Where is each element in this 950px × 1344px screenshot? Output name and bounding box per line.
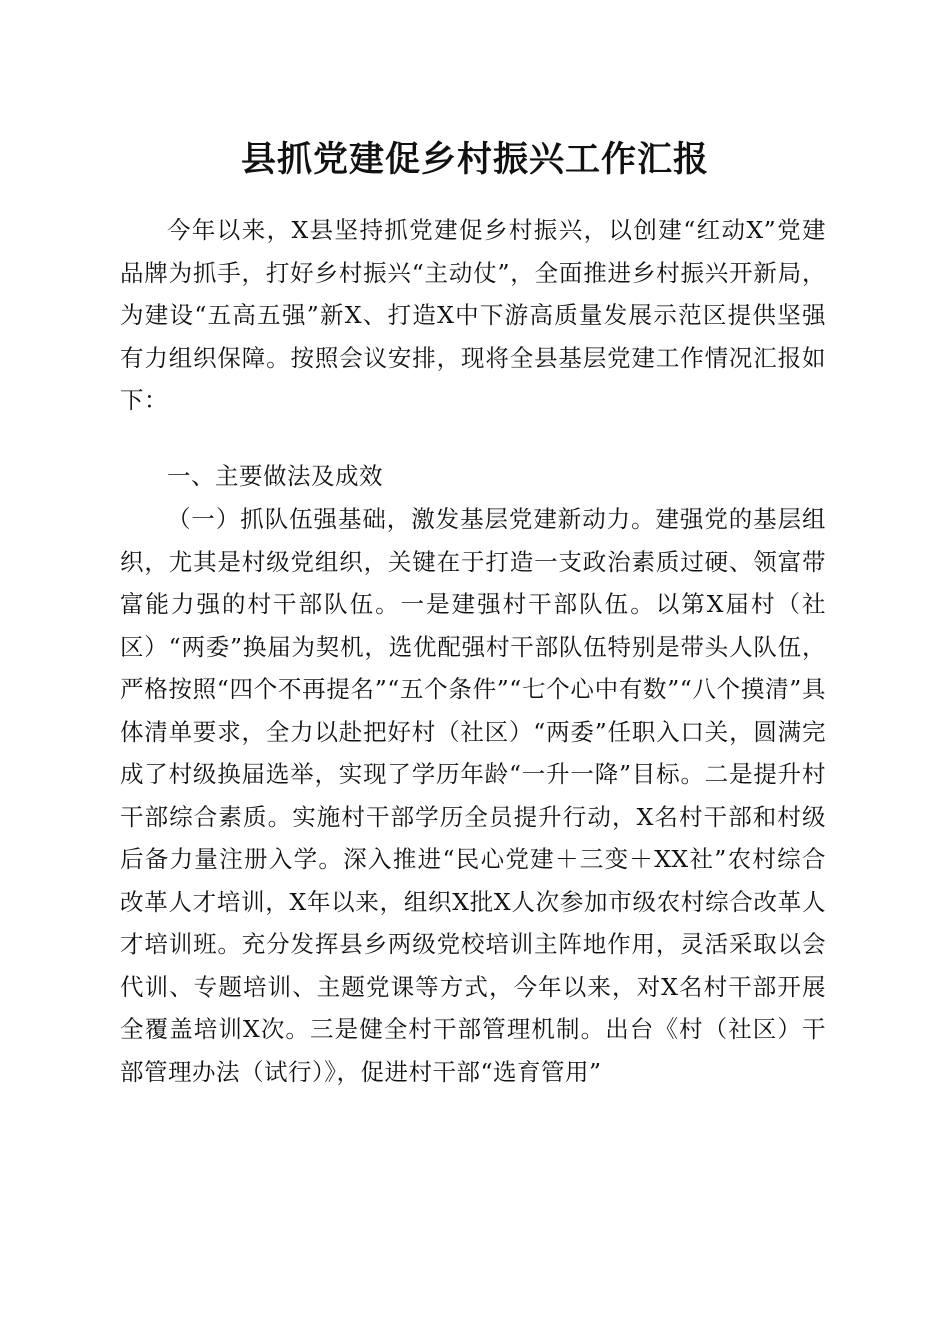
section-heading: 一、主要做法及成效 [167,462,383,490]
intro-paragraph-block [120,209,826,422]
subsection-paragraph-block [120,498,826,1093]
subsection-body: 建强党的基层组织，尤其是村级党组织，关键在于打造一支政治素质过硬、领富带富能力强的村干部队伍。一是建强村干部队伍。以第X届村（社区）“两委”换届为契机，选优配强村干部队伍特别是带头人队伍，严格按照“四个不再提名”“五个条件”“七个心中有数”“八个摸清”具体清单要求，全力以赴把好村（社区）“两委”任职入口关，圆满完成了村级换届选举，实现了学历年龄“一升一降”目标。二是提升村干部综合素质。实施村干部学历全员提升行动，X名村干部和村级后备力量注册入学。深入推进“民心党建＋三变＋XX社”农村综合改革人才培训，X年以来，组织X批X人次参加市级农村综合改革人才培训班。充分发挥县乡两级党校培训主阵地作用，灵活采取以会代训、专题培训、主题党课等方式，今年以来，对X名村干部开展全覆盖培训X次。三是健全村干部管理机制。出台《村（社区）干部管理办法（试行）》，促进村干部“选育管用” [120,505,827,1086]
intro-paragraph: 今年以来，X县坚持抓党建促乡村振兴，以创建“红动X”党建品牌为抓手，打好乡村振兴“主动仗”，全面推进乡村振兴开新局，为建设“五高五强”新X、打造X中下游高质量发展示范区提供坚强有力组织保障。按照会议安排，现将全县基层党建工作情况汇报如下： [120,216,826,414]
subsection-paragraph [120,498,826,1093]
subsection-lead: （一）抓队伍强基础，激发基层党建新动力。 [167,505,656,533]
document-title: 县抓党建促乡村振兴工作汇报 [240,139,709,180]
